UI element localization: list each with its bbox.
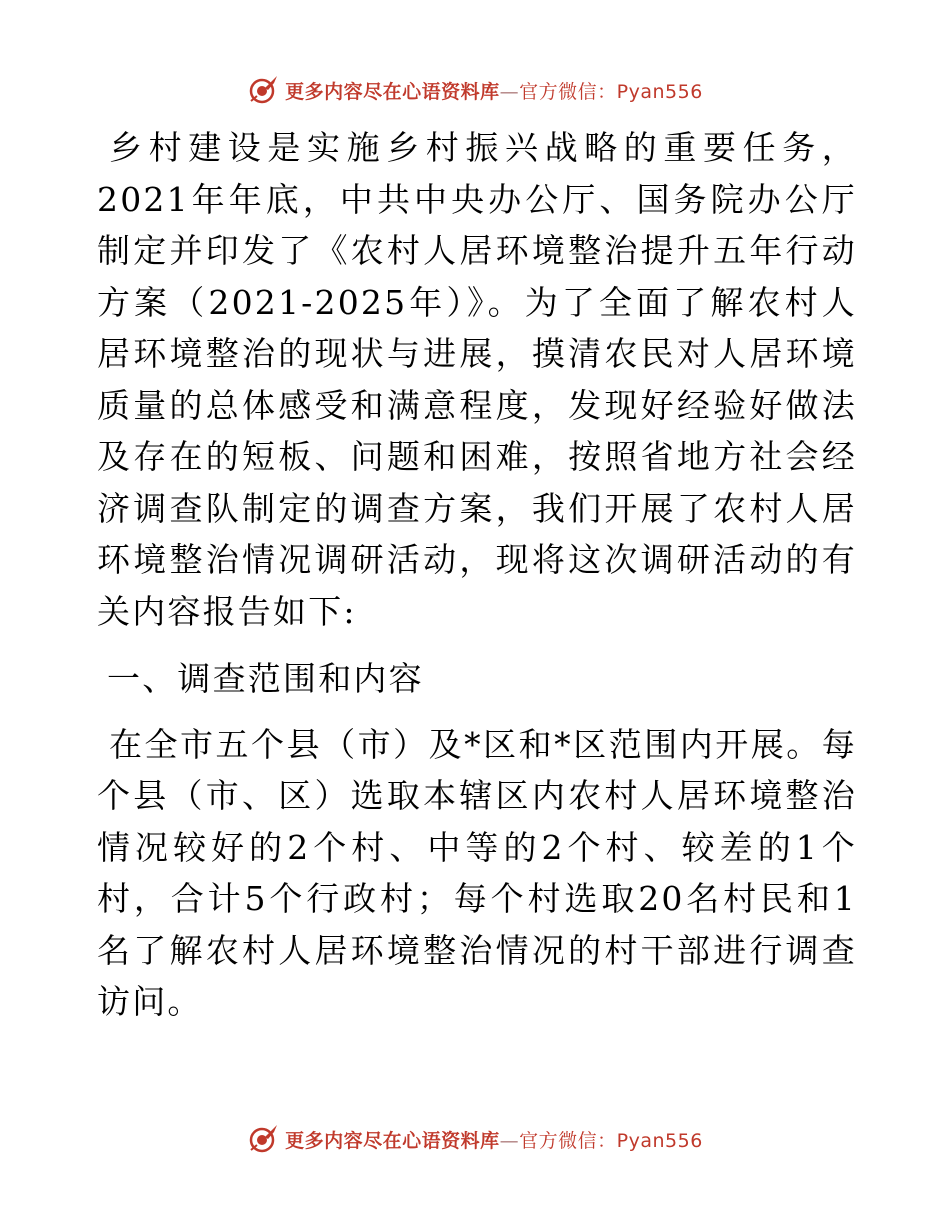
watermark-dash: —	[499, 80, 520, 103]
watermark-wechat: 官方微信：Pyan556	[519, 1129, 703, 1152]
quill-seal-icon	[247, 1123, 279, 1155]
section-paragraph: 在全市五个县（市）及*区和*区范围内开展。每个县（市、区）选取本辖区内农村人居环境整治情况较好的2个村、中等的2个村、较差的1个村，合计5个行政村；每个村选取20名村民和1名了解农村人居环境整治情况的村干部进行调查访问。	[97, 724, 857, 1021]
watermark-dash: —	[499, 1129, 520, 1152]
footer-watermark	[0, 1122, 950, 1156]
watermark-text	[285, 1126, 703, 1153]
watermark-wechat: 官方微信：Pyan556	[519, 80, 703, 103]
watermark-library-name: 更多内容尽在心语资料库	[285, 1129, 500, 1152]
header-watermark	[0, 73, 950, 107]
watermark-text	[285, 77, 703, 104]
section-heading: 一、调查范围和内容	[107, 659, 424, 698]
intro-paragraph: 乡村建设是实施乡村振兴战略的重要任务，2021年年底，中共中央办公厅、国务院办公厅制定并印发了《农村人居环境整治提升五年行动方案（2021-2025年）》。为了全面了解农村人居环境整治的现状与进展，摸清农民对人居环境质量的总体感受和满意程度，发现好经验好做法及存在的短板、问题和困难，按照省地方社会经济调查队制定的调查方案，我们开展了农村人居环境整治情况调研活动，现将这次调研活动的有关内容报告如下:	[97, 128, 857, 631]
document-body	[97, 122, 857, 1028]
watermark-library-name: 更多内容尽在心语资料库	[285, 80, 500, 103]
quill-seal-icon	[247, 74, 279, 106]
